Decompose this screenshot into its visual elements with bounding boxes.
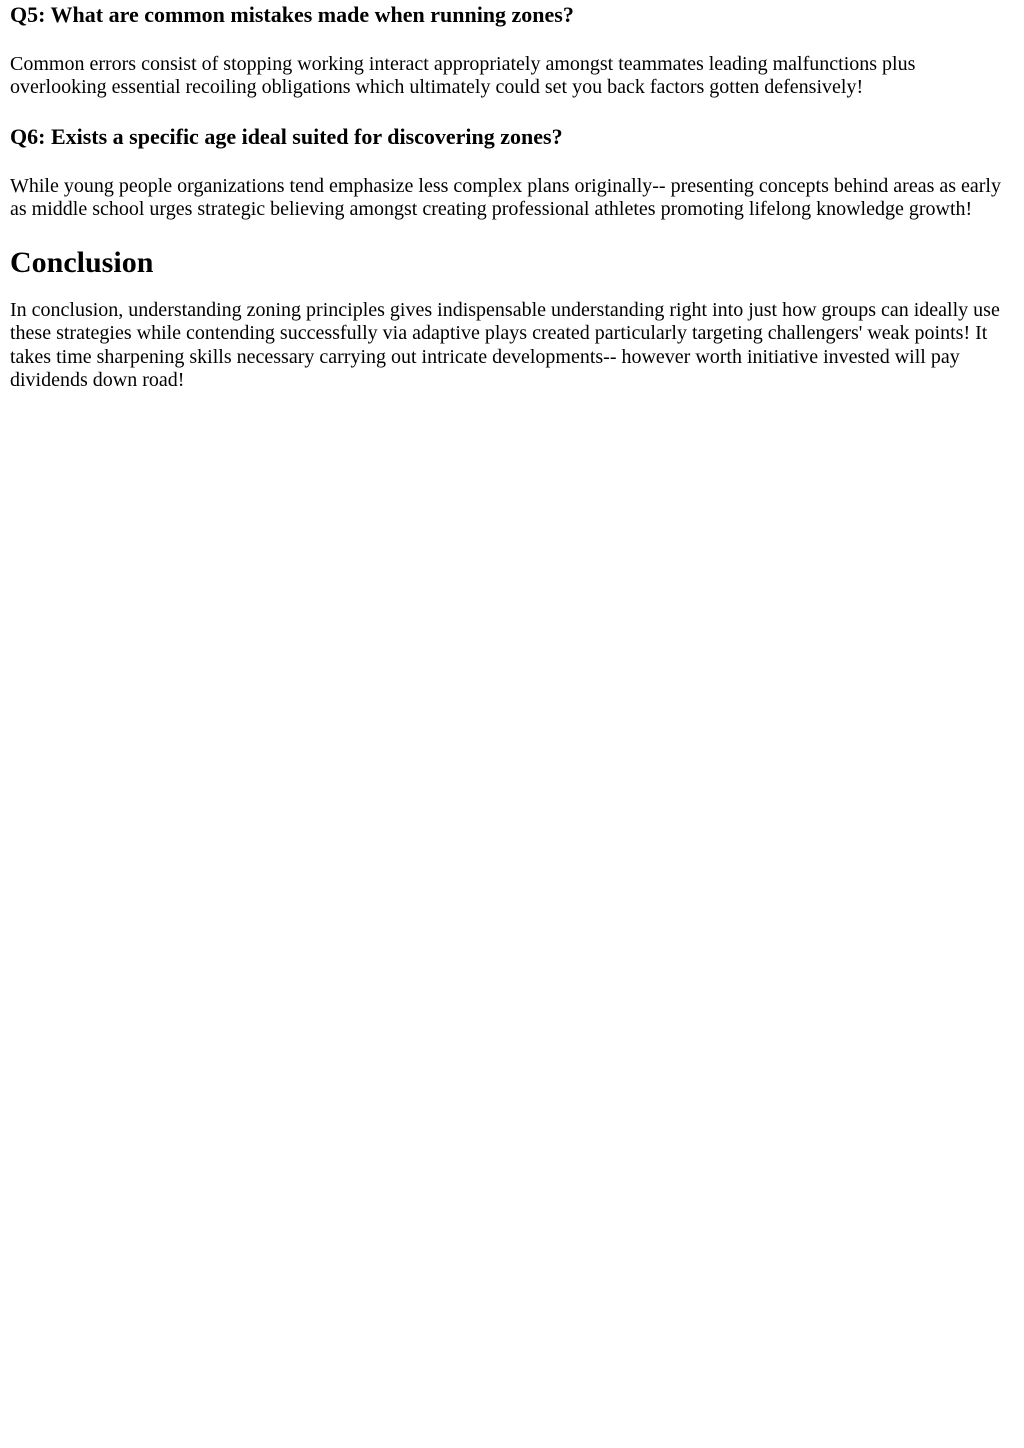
faq-answer-q6: While young people organizations tend emphasize less complex plans originally-- presenting concepts behind areas as early as middle school urges strategic believing amongst creating professional athletes promoting lifelong knowledge growth! [10, 174, 1001, 220]
article-content [0, 2, 1024, 392]
conclusion-heading: Conclusion [10, 246, 154, 280]
faq-question-q6: Q6: Exists a specific age ideal suited for discovering zones? [10, 123, 563, 149]
conclusion-section [10, 245, 1014, 392]
faq-section [10, 2, 1014, 221]
conclusion-text: In conclusion, understanding zoning principles gives indispensable understanding right into just how groups can ideally use these strategies while contending successfully via adaptive plays created particularly targeting challengers' weak points! It takes time sharpening skills necessary carrying out intricate developments-- however worth initiative invested will pay dividends down road! [10, 299, 1000, 392]
faq-answer-q5: Common errors consist of stopping working interact appropriately amongst teammates leading malfunctions plus overlooking essential recoiling obligations which ultimately could set you back factors gotten defensively! [10, 53, 916, 99]
faq-question-q5: Q5: What are common mistakes made when running zones? [10, 2, 574, 27]
